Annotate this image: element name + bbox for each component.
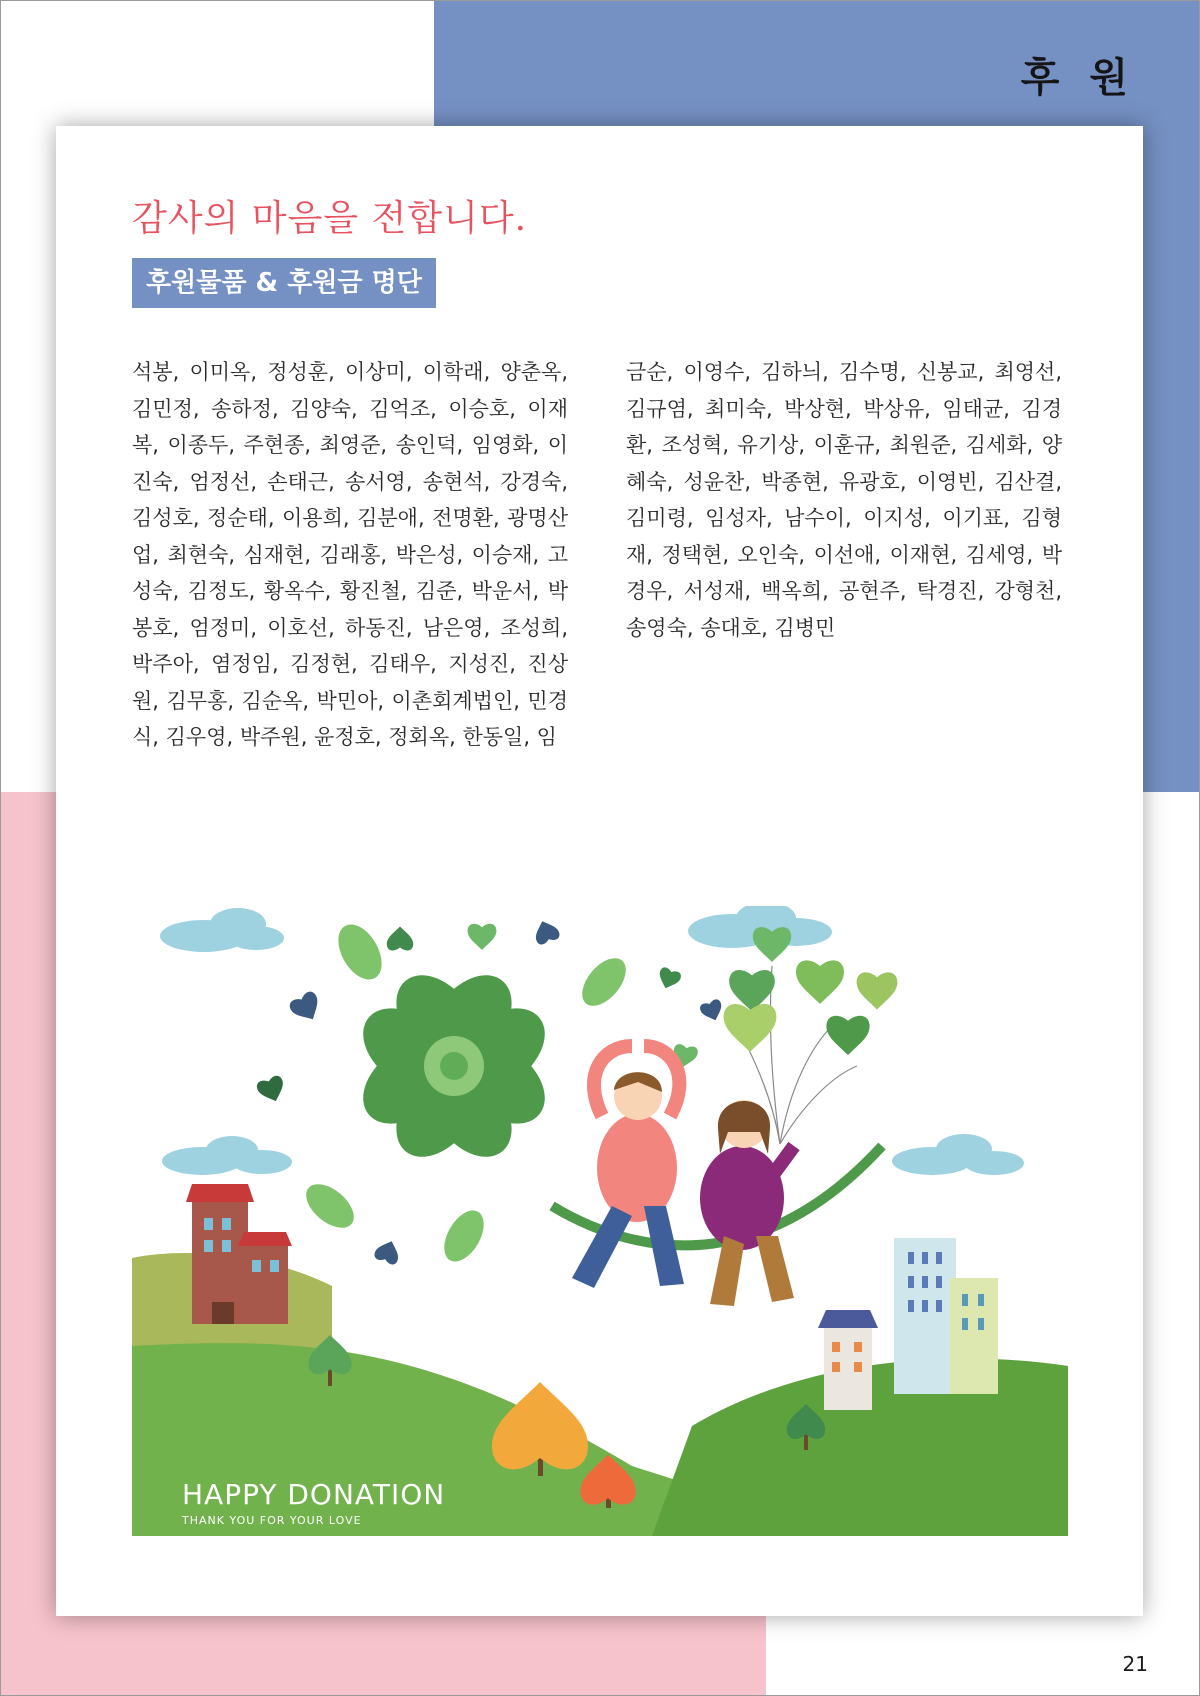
couple-illustration (572, 1046, 794, 1306)
illustration-svg (132, 906, 1068, 1536)
city-buildings (818, 1238, 998, 1410)
section-tag: 후 원 (1020, 55, 1136, 101)
brick-house (186, 1184, 292, 1324)
content-card (56, 126, 1143, 1616)
donor-names-right-column: 금순, 이영수, 김하늬, 김수명, 신봉교, 최영선, 김규염, 최미숙, 박상현, 박상유, 임태균, 김경환, 조성혁, 유기상, 이훈규, 최원준, 김세화, 양혜숙, 성윤찬, 박종현, 유광호, 이영빈, 김산결, 김미령, 임성자, 남수이, 이지성, 이기표, 김형재, 정택현, 오인숙, 이선애, 이재현, 김세영, 박경우, 서성재, 백옥희, 공현주, 탁경진, 강형천, 송영숙, 송대호, 김병민 (626, 360, 1062, 640)
cloud-decoration (160, 906, 1024, 1175)
page-title: 감사의 마음을 전합니다. (132, 198, 528, 239)
page-number: 21 (1122, 1652, 1148, 1676)
donor-names-left-column: 석봉, 이미옥, 정성훈, 이상미, 이학래, 양춘옥, 김민정, 송하정, 김양숙, 김억조, 이승호, 이재복, 이종두, 주현종, 최영준, 송인덕, 임영화, 이진숙, 엄정선, 손태근, 송서영, 송현석, 강경숙, 김성호, 정순태, 이용희, 김분애, 전명환, 광명산업, 최현숙, 심재현, 김래홍, 박은성, 이승재, 고성숙, 김정도, 황옥수, 황진철, 김준, 박운서, 박봉호, 엄정미, 이호선, 하동진, 남은영, 조성희, 박주아, 염정임, 김정현, 김태우, 지성진, 진상원, 김무홍, 김순옥, 박민아, 이촌회계법인, 민경식, 김우영, 박주원, 윤정호, 정회옥, 한동일, 임 (132, 360, 568, 749)
happy-donation-illustration (132, 906, 1068, 1536)
four-leaf-clover (363, 975, 545, 1157)
thank-you-text: THANK YOU FOR YOUR LOVE (182, 1514, 362, 1527)
happy-donation-text: HAPPY DONATION (182, 1478, 446, 1511)
subtitle-badge: 후원물품 & 후원금 명단 (132, 258, 436, 308)
